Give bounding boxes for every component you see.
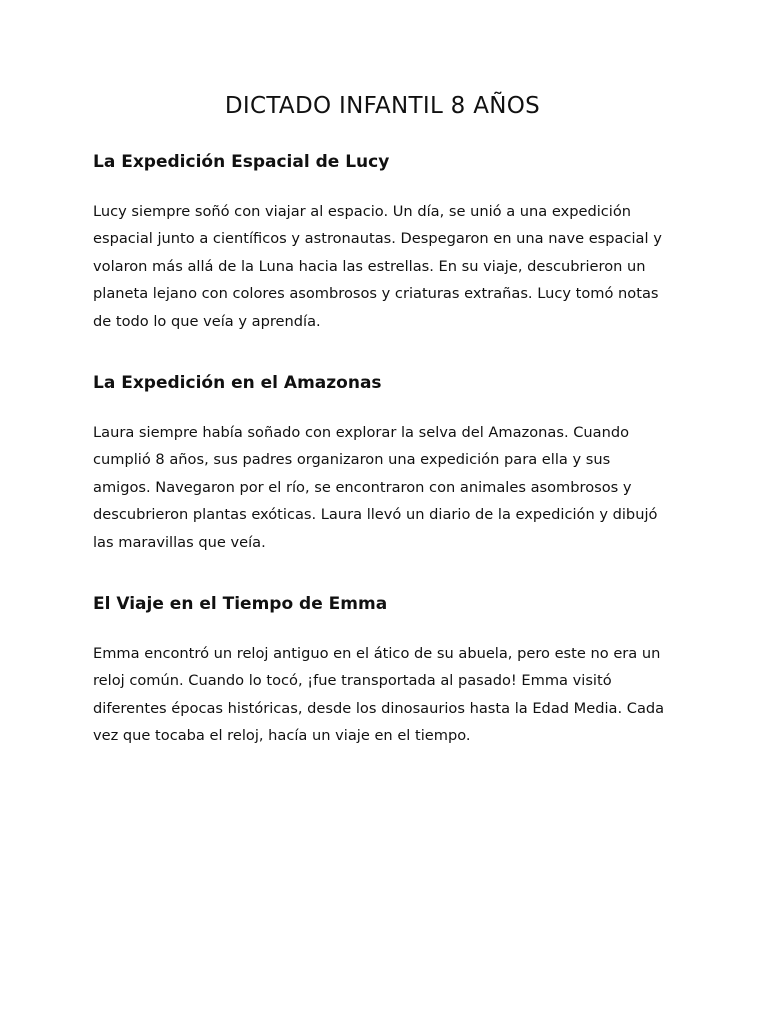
story-section-lucy [93, 150, 672, 335]
story-heading: La Expedición en el Amazonas [93, 373, 382, 394]
page-title: DICTADO INFANTIL 8 AÑOS [224, 93, 541, 119]
story-paragraph: Lucy siempre soñó con viajar al espacio. Un día, se unió a una expedición espacial junto a científicos y astronautas. Despegaron en una nave espacial y volaron más allá de la Luna hacia las estrellas. En su viaje, descubrieron un planeta lejano con colores asombrosos y criaturas extrañas. Lucy tomó notas de todo lo que veía y aprendía. [93, 203, 662, 330]
story-paragraph: Emma encontró un reloj antiguo en el ático de su abuela, pero este no era un reloj común. Cuando lo tocó, ¡fue transportada al pasado! Emma visitó diferentes épocas históricas, desde los dinosaurios hasta la Edad Media. Cada vez que tocaba el reloj, hacía un viaje en el tiempo. [93, 645, 665, 745]
story-section-emma [93, 592, 672, 750]
story-heading: El Viaje en el Tiempo de Emma [93, 594, 388, 615]
story-paragraph: Laura siempre había soñado con explorar la selva del Amazonas. Cuando cumplió 8 años, sus padres organizaron una expedición para ella y sus amigos. Navegaron por el río, se encontraron con animales asombrosos y descubrieron plantas exóticas. Laura llevó un diario de la expedición y dibujó las maravillas que veía. [93, 424, 658, 551]
story-section-amazonas [93, 371, 672, 556]
story-heading: La Expedición Espacial de Lucy [93, 152, 390, 172]
